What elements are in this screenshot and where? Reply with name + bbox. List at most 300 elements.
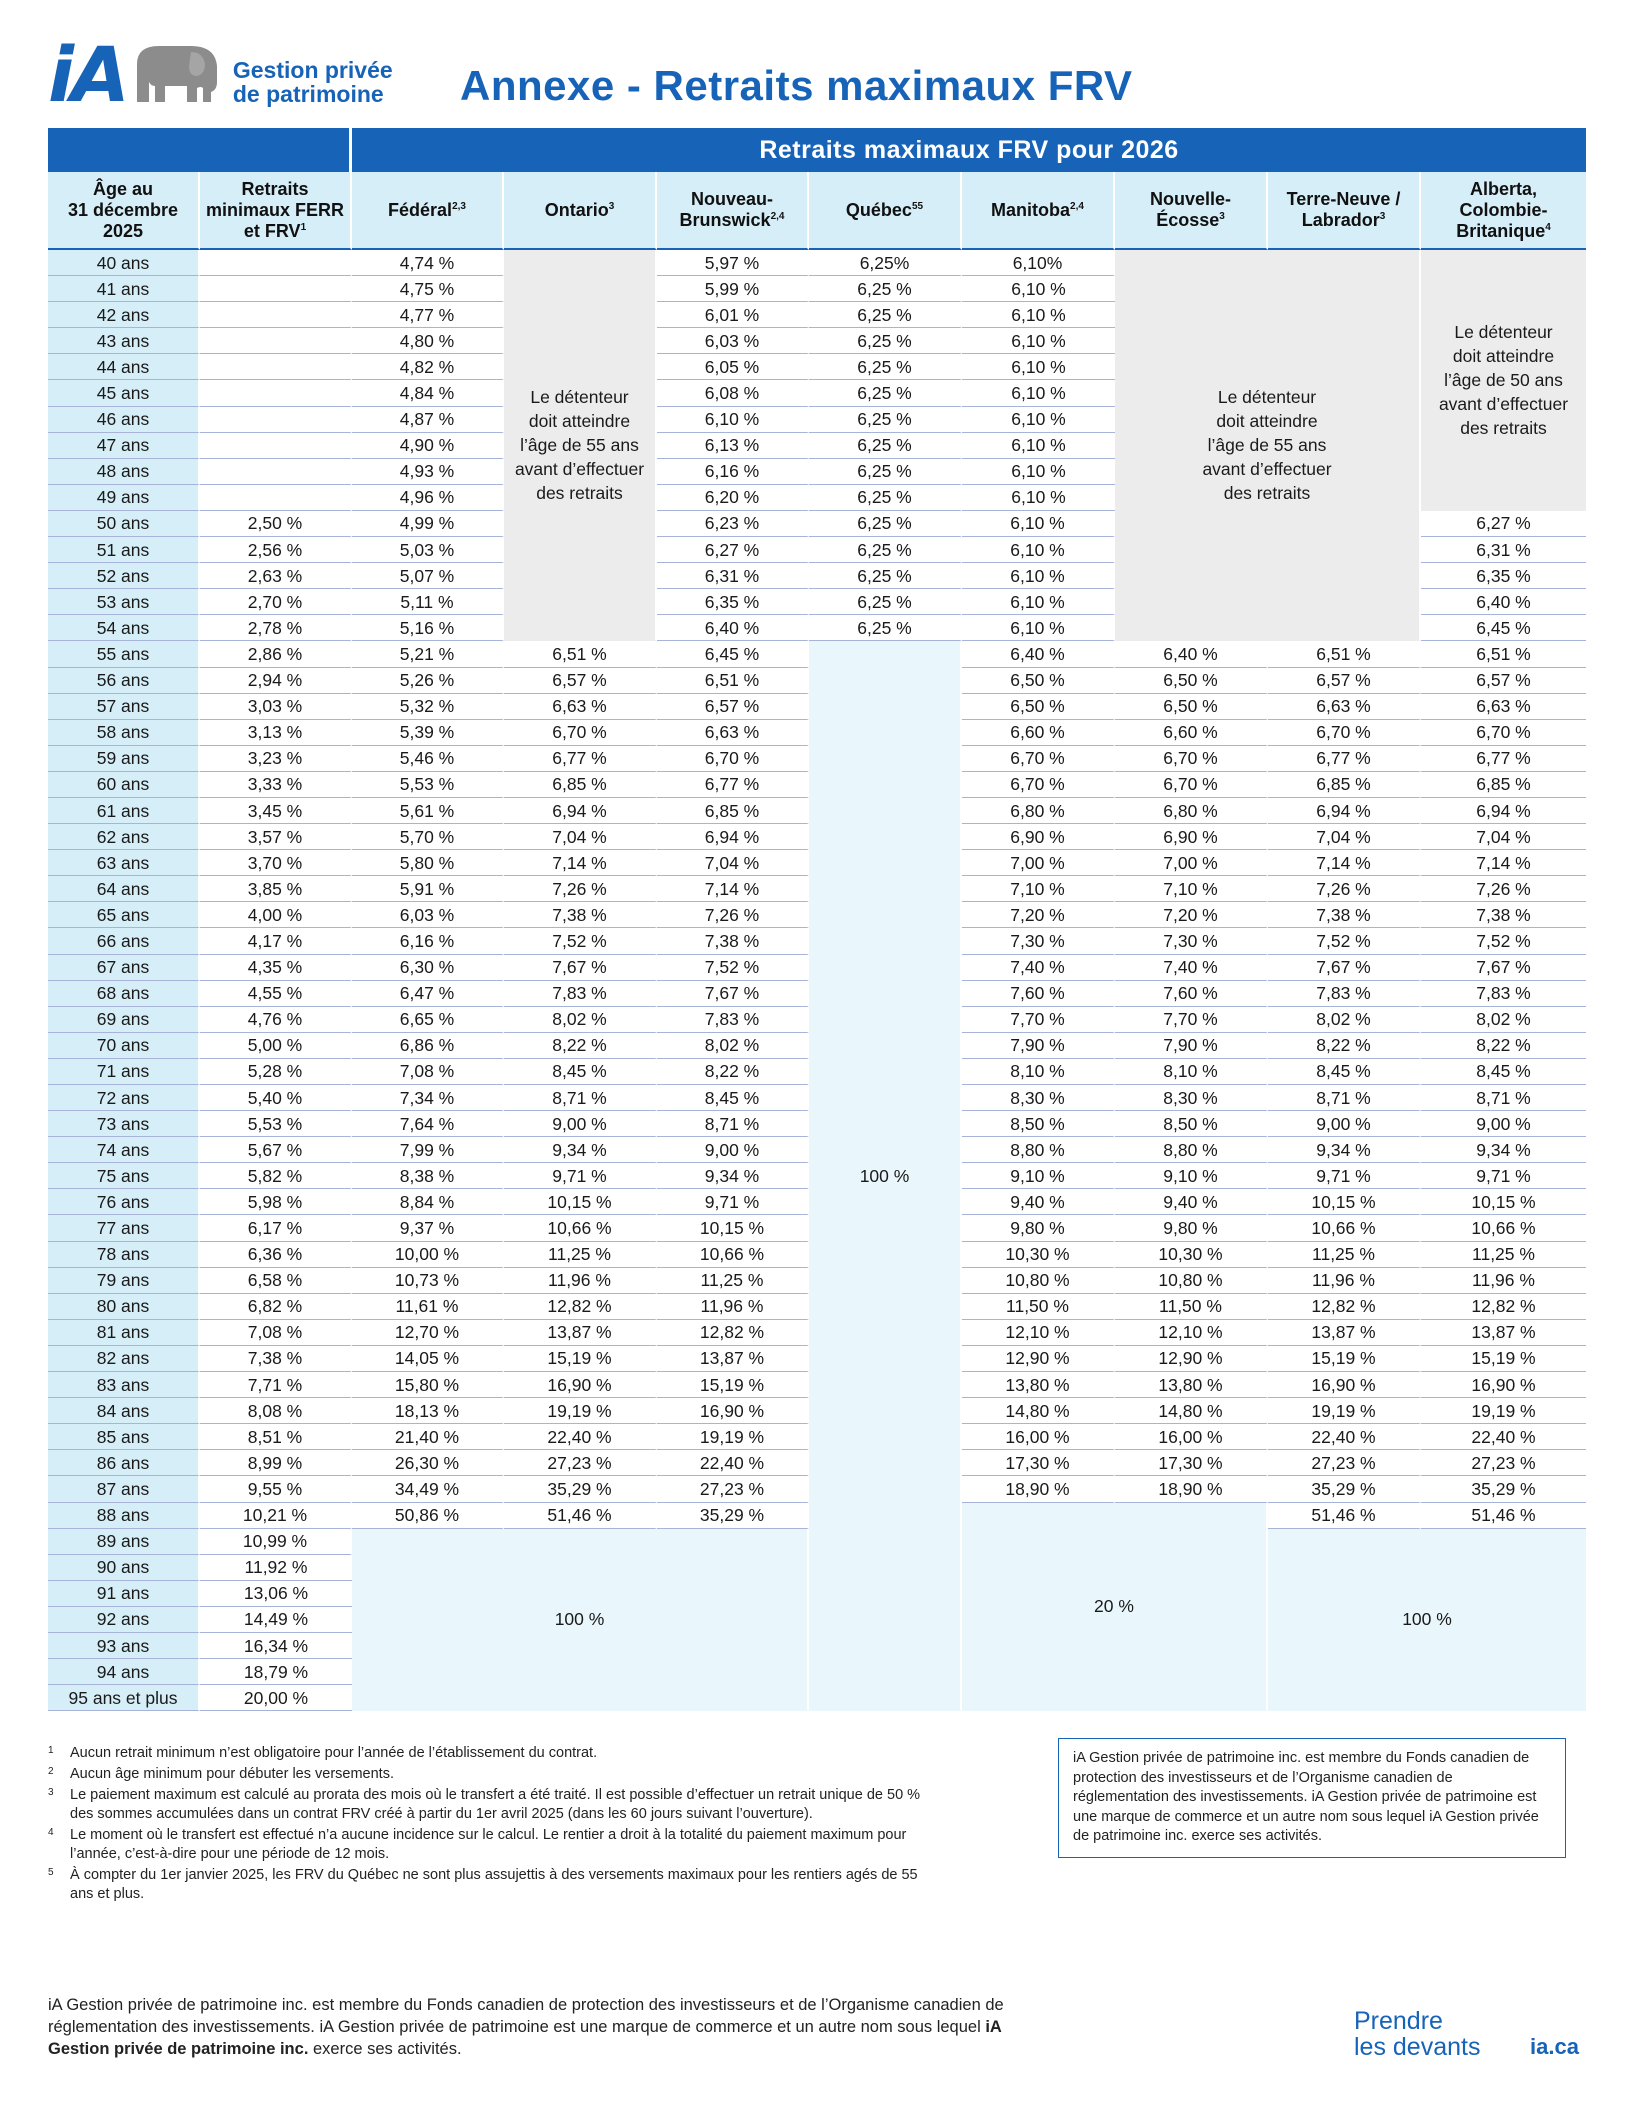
nb-cell: 6,16 %	[657, 459, 809, 485]
nl-cell: 7,38 %	[1268, 902, 1421, 928]
qc-cell: 6,25 %	[809, 485, 962, 511]
fed-cell: 8,84 %	[352, 1189, 504, 1215]
ns-cell: 6,50 %	[1115, 668, 1268, 694]
fed-cell: 5,03 %	[352, 537, 504, 563]
rmin-cell: 2,94 %	[200, 668, 352, 694]
quebec-100-block: 100 %	[809, 641, 962, 1711]
nb-cell: 11,25 %	[657, 1268, 809, 1294]
ont-cell: 35,29 %	[504, 1476, 657, 1502]
ab-cell: 6,94 %	[1421, 798, 1586, 824]
fed-cell: 7,99 %	[352, 1137, 504, 1163]
table-body	[48, 250, 1586, 1711]
nl-cell: 12,82 %	[1268, 1294, 1421, 1320]
mb-cell: 6,10 %	[962, 537, 1115, 563]
ns-cell: 7,10 %	[1115, 876, 1268, 902]
ab-cell: 15,19 %	[1421, 1346, 1586, 1372]
ont-cell: 7,14 %	[504, 850, 657, 876]
ns-cell: 6,70 %	[1115, 746, 1268, 772]
rmin-cell: 3,03 %	[200, 694, 352, 720]
mb-cell: 7,90 %	[962, 1033, 1115, 1059]
fed-cell: 4,99 %	[352, 511, 504, 537]
rmin-cell: 7,08 %	[200, 1320, 352, 1346]
nb-cell: 7,26 %	[657, 902, 809, 928]
fed-cell: 4,82 %	[352, 354, 504, 380]
rmin-cell: 8,51 %	[200, 1424, 352, 1450]
ns-cell: 6,70 %	[1115, 772, 1268, 798]
nb-cell: 22,40 %	[657, 1450, 809, 1476]
col-header-fed: Fédéral$^{2,3}$	[352, 172, 504, 250]
rmin-cell	[200, 354, 352, 380]
nl-cell: 27,23 %	[1268, 1450, 1421, 1476]
fed-cell: 4,74 %	[352, 250, 504, 276]
nl-cell: 22,40 %	[1268, 1424, 1421, 1450]
ont-cell: 7,38 %	[504, 902, 657, 928]
fed-cell: 5,21 %	[352, 641, 504, 667]
rmin-cell: 10,21 %	[200, 1503, 352, 1529]
rmin-cell: 4,17 %	[200, 928, 352, 954]
nl-cell: 11,25 %	[1268, 1242, 1421, 1268]
mb-ns-20-block: 20 %	[962, 1503, 1268, 1712]
nb-cell: 8,02 %	[657, 1033, 809, 1059]
rmin-cell: 6,36 %	[200, 1242, 352, 1268]
fed-cell: 10,73 %	[352, 1268, 504, 1294]
ns-cell: 16,00 %	[1115, 1424, 1268, 1450]
qc-cell: 6,25 %	[809, 328, 962, 354]
qc-cell: 6,25 %	[809, 589, 962, 615]
nl-cell: 7,04 %	[1268, 824, 1421, 850]
ont-cell: 9,34 %	[504, 1137, 657, 1163]
nb-cell: 6,27 %	[657, 537, 809, 563]
mb-cell: 10,30 %	[962, 1242, 1115, 1268]
nb-cell: 8,22 %	[657, 1059, 809, 1085]
rmin-cell: 6,17 %	[200, 1215, 352, 1241]
ns-cell: 6,60 %	[1115, 720, 1268, 746]
ab-cell: 7,04 %	[1421, 824, 1586, 850]
ns-cell: 10,30 %	[1115, 1242, 1268, 1268]
page-title: Annexe - Retraits maximaux FRV	[460, 62, 1133, 109]
rmin-cell	[200, 459, 352, 485]
ont-cell: 6,63 %	[504, 694, 657, 720]
mb-cell: 18,90 %	[962, 1476, 1115, 1502]
rmin-cell: 2,86 %	[200, 641, 352, 667]
fed-cell: 6,65 %	[352, 1007, 504, 1033]
age-cell: 77 ans	[48, 1215, 200, 1241]
ab-cell: 8,71 %	[1421, 1085, 1586, 1111]
rmin-cell	[200, 380, 352, 406]
rmin-cell: 3,33 %	[200, 772, 352, 798]
ns-cell: 7,40 %	[1115, 955, 1268, 981]
rmin-cell: 2,70 %	[200, 589, 352, 615]
ns-cell: 9,40 %	[1115, 1189, 1268, 1215]
age-cell: 86 ans	[48, 1450, 200, 1476]
age-cell: 47 ans	[48, 433, 200, 459]
ont-cell: 13,87 %	[504, 1320, 657, 1346]
ont-cell: 27,23 %	[504, 1450, 657, 1476]
age-cell: 50 ans	[48, 511, 200, 537]
age-cell: 40 ans	[48, 250, 200, 276]
age-cell: 41 ans	[48, 276, 200, 302]
ont-cell: 6,85 %	[504, 772, 657, 798]
nb-cell: 6,03 %	[657, 328, 809, 354]
mb-cell: 7,10 %	[962, 876, 1115, 902]
mb-cell: 6,10 %	[962, 485, 1115, 511]
ns-cell: 10,80 %	[1115, 1268, 1268, 1294]
rmin-cell: 3,13 %	[200, 720, 352, 746]
withdrawal-table-container	[48, 128, 1586, 1711]
ab-cell: 9,34 %	[1421, 1137, 1586, 1163]
nb-cell: 6,40 %	[657, 615, 809, 641]
rmin-cell: 4,00 %	[200, 902, 352, 928]
rmin-cell: 8,99 %	[200, 1450, 352, 1476]
col-header-qc: Québec$^{55}$	[809, 172, 962, 250]
age-cell: 74 ans	[48, 1137, 200, 1163]
ont-cell: 7,52 %	[504, 928, 657, 954]
mb-cell: 16,00 %	[962, 1424, 1115, 1450]
mb-cell: 7,40 %	[962, 955, 1115, 981]
fed-cell: 4,90 %	[352, 433, 504, 459]
rmin-cell: 3,57 %	[200, 824, 352, 850]
website-link[interactable]: ia.ca	[1530, 2034, 1579, 2059]
alberta-bc-requirement-block: Le détenteur doit atteindre l’âge de 50 ans avant d’effectuer des retraits	[1421, 250, 1586, 511]
age-cell: 78 ans	[48, 1242, 200, 1268]
col-header-mb: Manitoba$^{2,4}$	[962, 172, 1115, 250]
ont-cell: 22,40 %	[504, 1424, 657, 1450]
age-cell: 59 ans	[48, 746, 200, 772]
nb-cell: 15,19 %	[657, 1372, 809, 1398]
fed-cell: 15,80 %	[352, 1372, 504, 1398]
age-cell: 83 ans	[48, 1372, 200, 1398]
fed-cell: 11,61 %	[352, 1294, 504, 1320]
logo-mark: iA	[48, 30, 127, 119]
withdrawal-table	[48, 128, 1586, 1711]
age-cell: 92 ans	[48, 1607, 200, 1633]
age-cell: 94 ans	[48, 1659, 200, 1685]
ab-cell: 6,35 %	[1421, 563, 1586, 589]
mb-cell: 6,10 %	[962, 615, 1115, 641]
age-cell: 93 ans	[48, 1633, 200, 1659]
ont-cell: 8,02 %	[504, 1007, 657, 1033]
mb-cell: 6,90 %	[962, 824, 1115, 850]
mb-cell: 7,70 %	[962, 1007, 1115, 1033]
fed-cell: 50,86 %	[352, 1503, 504, 1529]
nb-cell: 9,34 %	[657, 1163, 809, 1189]
nb-cell: 6,01 %	[657, 302, 809, 328]
age-cell: 71 ans	[48, 1059, 200, 1085]
mb-cell: 8,10 %	[962, 1059, 1115, 1085]
rmin-cell: 20,00 %	[200, 1685, 352, 1711]
nl-cell: 9,34 %	[1268, 1137, 1421, 1163]
nb-cell: 6,51 %	[657, 668, 809, 694]
nl-cell: 7,83 %	[1268, 981, 1421, 1007]
fed-cell: 5,32 %	[352, 694, 504, 720]
mb-cell: 9,10 %	[962, 1163, 1115, 1189]
nl-ab-100-block: 100 %	[1268, 1529, 1586, 1712]
nb-cell: 19,19 %	[657, 1424, 809, 1450]
mb-cell: 6,10 %	[962, 433, 1115, 459]
nb-cell: 35,29 %	[657, 1503, 809, 1529]
fed-cell: 4,96 %	[352, 485, 504, 511]
age-cell: 80 ans	[48, 1294, 200, 1320]
ab-cell: 12,82 %	[1421, 1294, 1586, 1320]
ab-cell: 19,19 %	[1421, 1398, 1586, 1424]
qc-cell: 6,25 %	[809, 511, 962, 537]
ab-cell: 6,63 %	[1421, 694, 1586, 720]
ont-cell: 6,70 %	[504, 720, 657, 746]
ns-cell: 8,30 %	[1115, 1085, 1268, 1111]
age-cell: 60 ans	[48, 772, 200, 798]
mb-cell: 6,10 %	[962, 354, 1115, 380]
age-cell: 52 ans	[48, 563, 200, 589]
qc-cell: 6,25 %	[809, 433, 962, 459]
ab-cell: 7,26 %	[1421, 876, 1586, 902]
rmin-cell: 3,23 %	[200, 746, 352, 772]
nb-cell: 6,08 %	[657, 380, 809, 406]
ns-cell: 12,90 %	[1115, 1346, 1268, 1372]
qc-cell: 6,25 %	[809, 407, 962, 433]
age-cell: 95 ans et plus	[48, 1685, 200, 1711]
qc-cell: 6,25 %	[809, 615, 962, 641]
ab-cell: 11,25 %	[1421, 1242, 1586, 1268]
banner-left	[48, 128, 352, 172]
age-cell: 64 ans	[48, 876, 200, 902]
fed-cell: 10,00 %	[352, 1242, 504, 1268]
ab-cell: 6,57 %	[1421, 668, 1586, 694]
mb-cell: 7,30 %	[962, 928, 1115, 954]
ab-cell: 22,40 %	[1421, 1424, 1586, 1450]
mb-cell: 6,10 %	[962, 407, 1115, 433]
rmin-cell	[200, 328, 352, 354]
fed-cell: 5,80 %	[352, 850, 504, 876]
membership-box: iA Gestion privée de patrimoine inc. est membre du Fonds canadien de protection des investisseurs et de l’Organisme canadien de réglementation des investissements. iA Gestion privée de patrimoine est une marque de commerce et un autre nom sous lequel iA Gestion privée de patrimoine inc. exerce ses activités.	[1058, 1738, 1566, 1858]
ont-cell: 9,71 %	[504, 1163, 657, 1189]
age-cell: 81 ans	[48, 1320, 200, 1346]
table-banner: Retraits maximaux FRV pour 2026	[352, 128, 1586, 172]
ab-cell: 7,38 %	[1421, 902, 1586, 928]
nb-cell: 7,38 %	[657, 928, 809, 954]
mb-cell: 6,70 %	[962, 746, 1115, 772]
nl-cell: 8,71 %	[1268, 1085, 1421, 1111]
mb-cell: 10,80 %	[962, 1268, 1115, 1294]
ns-cell: 17,30 %	[1115, 1450, 1268, 1476]
fed-cell: 12,70 %	[352, 1320, 504, 1346]
ab-cell: 6,27 %	[1421, 511, 1586, 537]
ab-cell: 6,70 %	[1421, 720, 1586, 746]
ns-cell: 8,10 %	[1115, 1059, 1268, 1085]
qc-cell: 6,25 %	[809, 459, 962, 485]
footnote: 3 Le paiement maximum est calculé au prorata des mois où le transfert a été traité. Il est possible d’effectuer un retrait unique de 50 % des sommes accumulées dans un contrat FRV créé à partir du 1er avril 2025 (dans les 60 jours suivant l’ouverture).	[48, 1787, 921, 1822]
ab-cell: 6,85 %	[1421, 772, 1586, 798]
mb-cell: 8,30 %	[962, 1085, 1115, 1111]
nl-cell: 6,85 %	[1268, 772, 1421, 798]
ns-cell: 7,20 %	[1115, 902, 1268, 928]
fed-cell: 7,34 %	[352, 1085, 504, 1111]
nb-cell: 6,35 %	[657, 589, 809, 615]
mb-cell: 12,90 %	[962, 1346, 1115, 1372]
nb-cell: 6,85 %	[657, 798, 809, 824]
mb-cell: 6,80 %	[962, 798, 1115, 824]
age-cell: 57 ans	[48, 694, 200, 720]
nb-cell: 6,05 %	[657, 354, 809, 380]
age-cell: 70 ans	[48, 1033, 200, 1059]
fed-cell: 4,84 %	[352, 380, 504, 406]
nl-cell: 9,00 %	[1268, 1111, 1421, 1137]
ns-cell: 6,80 %	[1115, 798, 1268, 824]
fed-ont-nb-100-block: 100 %	[352, 1529, 809, 1712]
age-cell: 73 ans	[48, 1111, 200, 1137]
nl-cell: 15,19 %	[1268, 1346, 1421, 1372]
fed-cell: 6,86 %	[352, 1033, 504, 1059]
col-header-ab: Alberta, Colombie- Britanique$^4$	[1421, 172, 1586, 250]
fed-cell: 5,70 %	[352, 824, 504, 850]
rmin-cell: 8,08 %	[200, 1398, 352, 1424]
nl-cell: 8,02 %	[1268, 1007, 1421, 1033]
mb-cell: 6,50 %	[962, 668, 1115, 694]
rmin-cell: 5,40 %	[200, 1085, 352, 1111]
nl-cell: 35,29 %	[1268, 1476, 1421, 1502]
ns-cell: 8,50 %	[1115, 1111, 1268, 1137]
age-cell: 62 ans	[48, 824, 200, 850]
nl-cell: 6,77 %	[1268, 746, 1421, 772]
fed-cell: 7,64 %	[352, 1111, 504, 1137]
fed-cell: 14,05 %	[352, 1346, 504, 1372]
nl-cell: 13,87 %	[1268, 1320, 1421, 1346]
rmin-cell: 5,98 %	[200, 1189, 352, 1215]
mb-cell: 14,80 %	[962, 1398, 1115, 1424]
rmin-cell	[200, 433, 352, 459]
ns-cell: 18,90 %	[1115, 1476, 1268, 1502]
nb-cell: 13,87 %	[657, 1346, 809, 1372]
age-cell: 91 ans	[48, 1581, 200, 1607]
rmin-cell: 2,78 %	[200, 615, 352, 641]
ontario-requirement-block: Le détenteur doit atteindre l’âge de 55 ans avant d’effectuer des retraits	[504, 250, 657, 641]
rmin-cell	[200, 485, 352, 511]
ont-cell: 16,90 %	[504, 1372, 657, 1398]
nl-cell: 6,63 %	[1268, 694, 1421, 720]
ab-cell: 11,96 %	[1421, 1268, 1586, 1294]
nl-cell: 19,19 %	[1268, 1398, 1421, 1424]
nb-cell: 6,23 %	[657, 511, 809, 537]
ont-cell: 11,96 %	[504, 1268, 657, 1294]
tagline: Prendre les devants	[1354, 2007, 1481, 2061]
age-cell: 65 ans	[48, 902, 200, 928]
rmin-cell: 3,85 %	[200, 876, 352, 902]
nl-cell: 10,66 %	[1268, 1215, 1421, 1241]
footnote: 5 À compter du 1er janvier 2025, les FRV du Québec ne sont plus assujettis à des versements maximaux pour les rentiers agés de 55 ans et plus.	[48, 1867, 918, 1902]
age-cell: 53 ans	[48, 589, 200, 615]
ont-cell: 51,46 %	[504, 1503, 657, 1529]
ont-cell: 6,57 %	[504, 668, 657, 694]
age-cell: 90 ans	[48, 1555, 200, 1581]
fed-cell: 6,47 %	[352, 981, 504, 1007]
rmin-cell: 7,38 %	[200, 1346, 352, 1372]
mb-cell: 6,10 %	[962, 511, 1115, 537]
ont-cell: 6,51 %	[504, 641, 657, 667]
ab-cell: 8,22 %	[1421, 1033, 1586, 1059]
age-cell: 76 ans	[48, 1189, 200, 1215]
mb-cell: 6,40 %	[962, 641, 1115, 667]
age-cell: 68 ans	[48, 981, 200, 1007]
nb-cell: 10,66 %	[657, 1242, 809, 1268]
ab-cell: 7,83 %	[1421, 981, 1586, 1007]
ont-cell: 11,25 %	[504, 1242, 657, 1268]
rmin-cell: 4,55 %	[200, 981, 352, 1007]
mb-cell: 6,10 %	[962, 302, 1115, 328]
rmin-cell: 6,58 %	[200, 1268, 352, 1294]
nl-cell: 8,45 %	[1268, 1059, 1421, 1085]
fed-cell: 5,11 %	[352, 589, 504, 615]
ab-cell: 6,45 %	[1421, 615, 1586, 641]
table-row	[48, 250, 1586, 276]
ont-cell: 15,19 %	[504, 1346, 657, 1372]
nb-cell: 9,71 %	[657, 1189, 809, 1215]
fed-cell: 4,87 %	[352, 407, 504, 433]
mb-cell: 6,60 %	[962, 720, 1115, 746]
nb-cell: 7,67 %	[657, 981, 809, 1007]
age-cell: 82 ans	[48, 1346, 200, 1372]
col-header-ns: Nouvelle- Écosse$^3$	[1115, 172, 1268, 250]
qc-cell: 6,25 %	[809, 537, 962, 563]
nb-cell: 27,23 %	[657, 1476, 809, 1502]
age-cell: 67 ans	[48, 955, 200, 981]
nl-cell: 7,67 %	[1268, 955, 1421, 981]
nb-cell: 10,15 %	[657, 1215, 809, 1241]
ns-cell: 6,40 %	[1115, 641, 1268, 667]
fed-cell: 5,26 %	[352, 668, 504, 694]
ab-cell: 6,77 %	[1421, 746, 1586, 772]
nb-cell: 16,90 %	[657, 1398, 809, 1424]
ont-cell: 7,67 %	[504, 955, 657, 981]
age-cell: 51 ans	[48, 537, 200, 563]
nb-cell: 6,70 %	[657, 746, 809, 772]
age-cell: 85 ans	[48, 1424, 200, 1450]
rmin-cell: 3,45 %	[200, 798, 352, 824]
mb-cell: 6,10 %	[962, 459, 1115, 485]
age-cell: 58 ans	[48, 720, 200, 746]
mb-cell: 9,80 %	[962, 1215, 1115, 1241]
ns-cell: 6,90 %	[1115, 824, 1268, 850]
nb-cell: 11,96 %	[657, 1294, 809, 1320]
rmin-cell: 2,63 %	[200, 563, 352, 589]
age-cell: 49 ans	[48, 485, 200, 511]
rmin-cell: 2,50 %	[200, 511, 352, 537]
nl-cell: 6,94 %	[1268, 798, 1421, 824]
mb-cell: 6,50 %	[962, 694, 1115, 720]
rmin-cell: 18,79 %	[200, 1659, 352, 1685]
ns-cell: 9,80 %	[1115, 1215, 1268, 1241]
nb-cell: 6,77 %	[657, 772, 809, 798]
fed-cell: 5,46 %	[352, 746, 504, 772]
rmin-cell: 16,34 %	[200, 1633, 352, 1659]
nl-cell: 6,51 %	[1268, 641, 1421, 667]
rmin-cell: 11,92 %	[200, 1555, 352, 1581]
mb-cell: 6,10%	[962, 250, 1115, 276]
ont-cell: 6,94 %	[504, 798, 657, 824]
ab-cell: 51,46 %	[1421, 1503, 1586, 1529]
fed-cell: 5,16 %	[352, 615, 504, 641]
age-cell: 79 ans	[48, 1268, 200, 1294]
footnote: 1 Aucun retrait minimum n’est obligatoire pour l’année de l’établissement du contrat.	[48, 1745, 598, 1761]
ab-cell: 16,90 %	[1421, 1372, 1586, 1398]
nl-cell: 7,14 %	[1268, 850, 1421, 876]
nb-cell: 6,20 %	[657, 485, 809, 511]
bottom-disclaimer: iA Gestion privée de patrimoine inc. est membre du Fonds canadien de protection des investisseurs et de l’Organisme canadien de réglementation des investissements. iA Gestion privée de patrimoine est une marque de commerce et un autre nom sous lequel iA Gestion privée de patrimoine inc. exerce ses activités.	[48, 1996, 1004, 2058]
ont-cell: 8,71 %	[504, 1085, 657, 1111]
header	[48, 28, 1588, 119]
mb-cell: 6,10 %	[962, 589, 1115, 615]
nb-cell: 6,31 %	[657, 563, 809, 589]
nl-cell: 11,96 %	[1268, 1268, 1421, 1294]
mb-cell: 6,70 %	[962, 772, 1115, 798]
